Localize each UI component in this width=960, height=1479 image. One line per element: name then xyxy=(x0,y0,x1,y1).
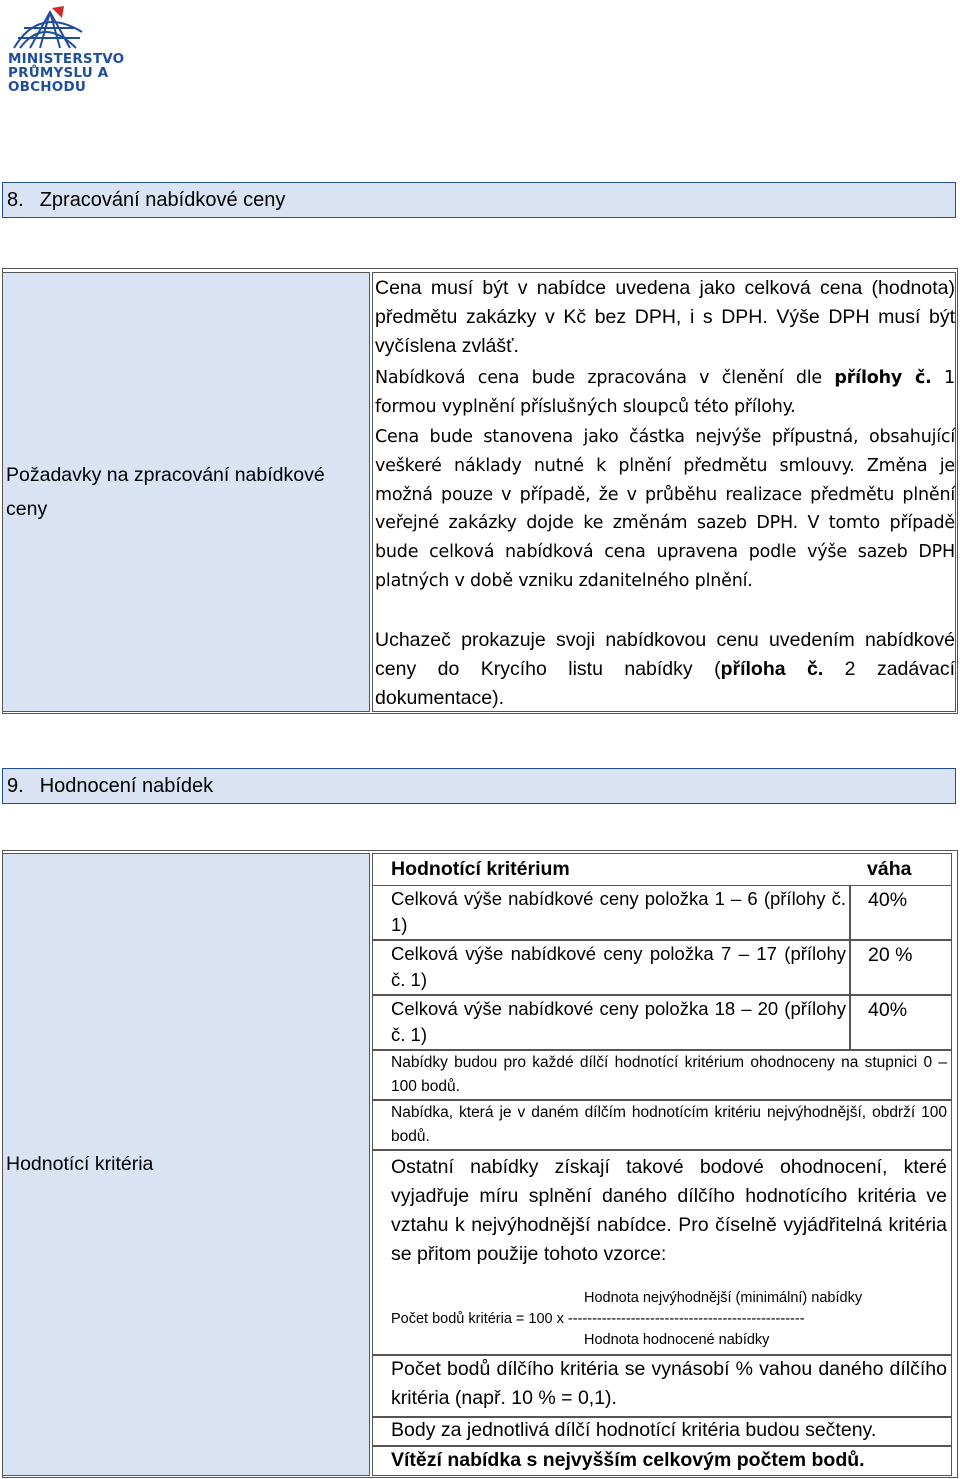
price-paragraph-4-bold: příloha č. xyxy=(720,657,824,680)
criterion-2-text: Celková výše nabídkové ceny položka 7 – 17 (přílohy č. 1) xyxy=(391,943,846,990)
logo-line-1: MINISTERSTVO xyxy=(8,51,125,67)
globe-icon xyxy=(4,2,94,52)
price-paragraph-2-a: Nabídková cena bude zpracována v členění dle xyxy=(375,368,835,388)
price-paragraph-4-a: Uchazeč prokazuje svoji nabídkovou cenu uvedením nabídkové ceny do Krycího listu nabídky ( xyxy=(375,629,955,680)
price-paragraph-2-bold: přílohy č. xyxy=(834,368,932,388)
section-9-title: Hodnocení nabídek xyxy=(39,774,214,797)
formula-numerator: Hodnota nejvýhodnější (minimální) nabídky xyxy=(584,1290,863,1306)
section-8-number: 8. xyxy=(7,188,24,211)
price-paragraph-4-b: 2 zadávací dokumentace). xyxy=(375,657,956,709)
formula-denominator: Hodnota hodnocené nabídky xyxy=(584,1332,770,1348)
section-9-number: 9. xyxy=(7,774,24,797)
criterion-2-weight: 20 % xyxy=(868,944,913,966)
criterion-1-weight: 40% xyxy=(868,889,908,911)
criterion-3-text: Celková výše nabídkové ceny položka 18 – 20 (přílohy č. 1) xyxy=(391,998,846,1045)
logo-line-2: PRŮMYSLU A OBCHODU xyxy=(8,65,109,95)
section-9-label-cell xyxy=(2,853,370,1476)
section-8-header xyxy=(2,182,956,218)
section-9-label: Hodnotící kritéria xyxy=(6,1153,154,1175)
note-5: Body za jednotlivá dílčí hodnotící kritéria budou sečteny. xyxy=(391,1419,877,1441)
note-3: Ostatní nabídky získají takové bodové ohodnocení, které vyjadřuje míru splnění daného dílčího hodnotícího kritéria ve vztahu k nejvýhodnější nabídce. Pro číselně vyjádřitelná kritéria se přitom použije tohoto vzorce: xyxy=(391,1156,947,1265)
ministry-logo xyxy=(4,2,174,95)
weight-header-label: váha xyxy=(867,858,912,880)
section-8-label-cell xyxy=(2,272,370,712)
criteria-header-label: Hodnotící kritérium xyxy=(391,858,570,880)
section-9-header xyxy=(2,768,956,804)
criterion-3-weight: 40% xyxy=(868,999,908,1021)
price-paragraph-2-b: 1 formou vyplnění příslušných sloupců této přílohy. xyxy=(375,368,955,417)
price-paragraph-3: Cena bude stanovena jako částka nejvýše přípustná, obsahující veškeré náklady nutné k plnění předmětu smlouvy. Změna je možná pouze v případě, že v průběhu realizace předmětu plnění veřejné zakázky dojde ke změnám sazeb DPH. V tomto případě bude celková nabídková cena upravena podle výše sazeb DPH platných v době vzniku zdanitelného plnění. xyxy=(375,427,955,591)
formula-main: Počet bodů kritéria = 100 x ------------------------------------------------- xyxy=(391,1311,805,1327)
price-paragraph-2 xyxy=(375,364,955,422)
note-6: Vítězí nabídka s nejvyšším celkovým počtem bodů. xyxy=(391,1449,865,1471)
note-1: Nabídky budou pro každé dílčí hodnotící kritérium ohodnoceny na stupnici 0 – 100 bodů. xyxy=(391,1054,947,1095)
price-paragraph-4 xyxy=(375,626,955,712)
note-2: Nabídka, která je v daném dílčím hodnotícím kritériu nejvýhodnější, obdrží 100 bodů. xyxy=(391,1104,947,1145)
criterion-1-text: Celková výše nabídkové ceny položka 1 – 6 (přílohy č. 1) xyxy=(391,888,846,935)
section-8-label: Požadavky na zpracování nabídkové ceny xyxy=(6,464,325,520)
note-4: Počet bodů dílčího kritéria se vynásobí % vahou daného dílčího kritéria (např. 10 % = 0,1). xyxy=(391,1358,947,1409)
section-8-title: Zpracování nabídkové ceny xyxy=(39,188,286,211)
price-paragraph-1: Cena musí být v nabídce uvedena jako celková cena (hodnota) předmětu zakázky v Kč bez DPH, i s DPH. Výše DPH musí být vyčíslena zvlášť. xyxy=(375,277,955,357)
